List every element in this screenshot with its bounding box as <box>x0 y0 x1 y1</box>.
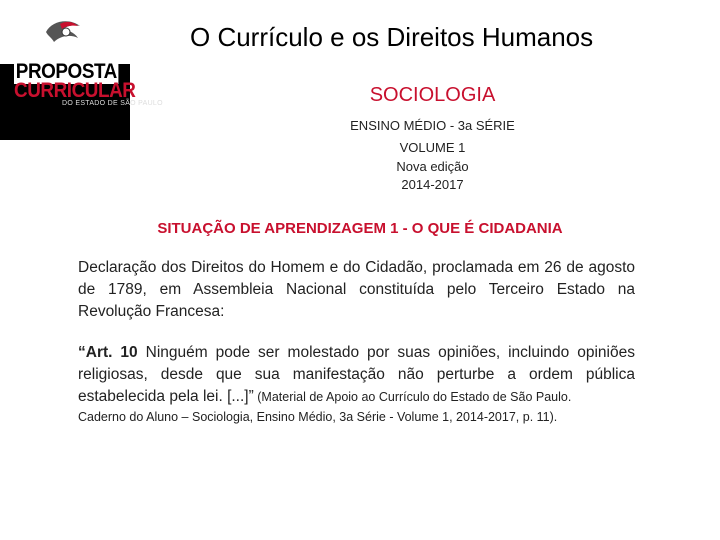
article-label: “Art. 10 <box>78 344 138 361</box>
subject-title: SOCIOLOGIA <box>369 84 496 106</box>
logo-curricular-text: CURRICULAR <box>14 79 136 102</box>
course-level: ENSINO MÉDIO - 3a SÉRIE <box>350 118 515 133</box>
logo-state-text: DO ESTADO DE SÃO PAULO <box>62 100 163 107</box>
sp-emblem-icon <box>44 18 84 48</box>
logo-proposta-text: PROPOSTA <box>15 60 117 83</box>
intro-paragraph: Declaração dos Direitos do Homem e do Cidadão, proclamada em 26 de agosto de 1789, em Assembleia Nacional constituída pelo Terceiro Estado na Revolução Francesa: <box>78 259 635 320</box>
proposta-curricular-logo <box>0 18 163 140</box>
learning-situation-title: SITUAÇÃO DE APRENDIZAGEM 1 - O QUE É CIDADANIA <box>157 220 563 237</box>
article-paragraph <box>78 342 635 408</box>
source-citation-continued: Caderno do Aluno – Sociologia, Ensino Médio, 3a Série - Volume 1, 2014-2017, p. 11). <box>78 410 558 424</box>
years-label: 2014-2017 <box>401 177 464 192</box>
slide-title: O Currículo e os Direitos Humanos <box>190 22 594 52</box>
article-text: Ninguém pode ser molestado por suas opiniões, incluindo opiniões religiosas, desde que sua manifestação não perturbe a ordem pública estabelecida pela lei. [...]” <box>78 344 635 405</box>
volume-label: VOLUME 1 <box>399 140 466 155</box>
edition-label: Nova edição <box>396 159 469 174</box>
source-citation: (Material de Apoio ao Currículo do Estado de São Paulo. <box>253 390 572 404</box>
